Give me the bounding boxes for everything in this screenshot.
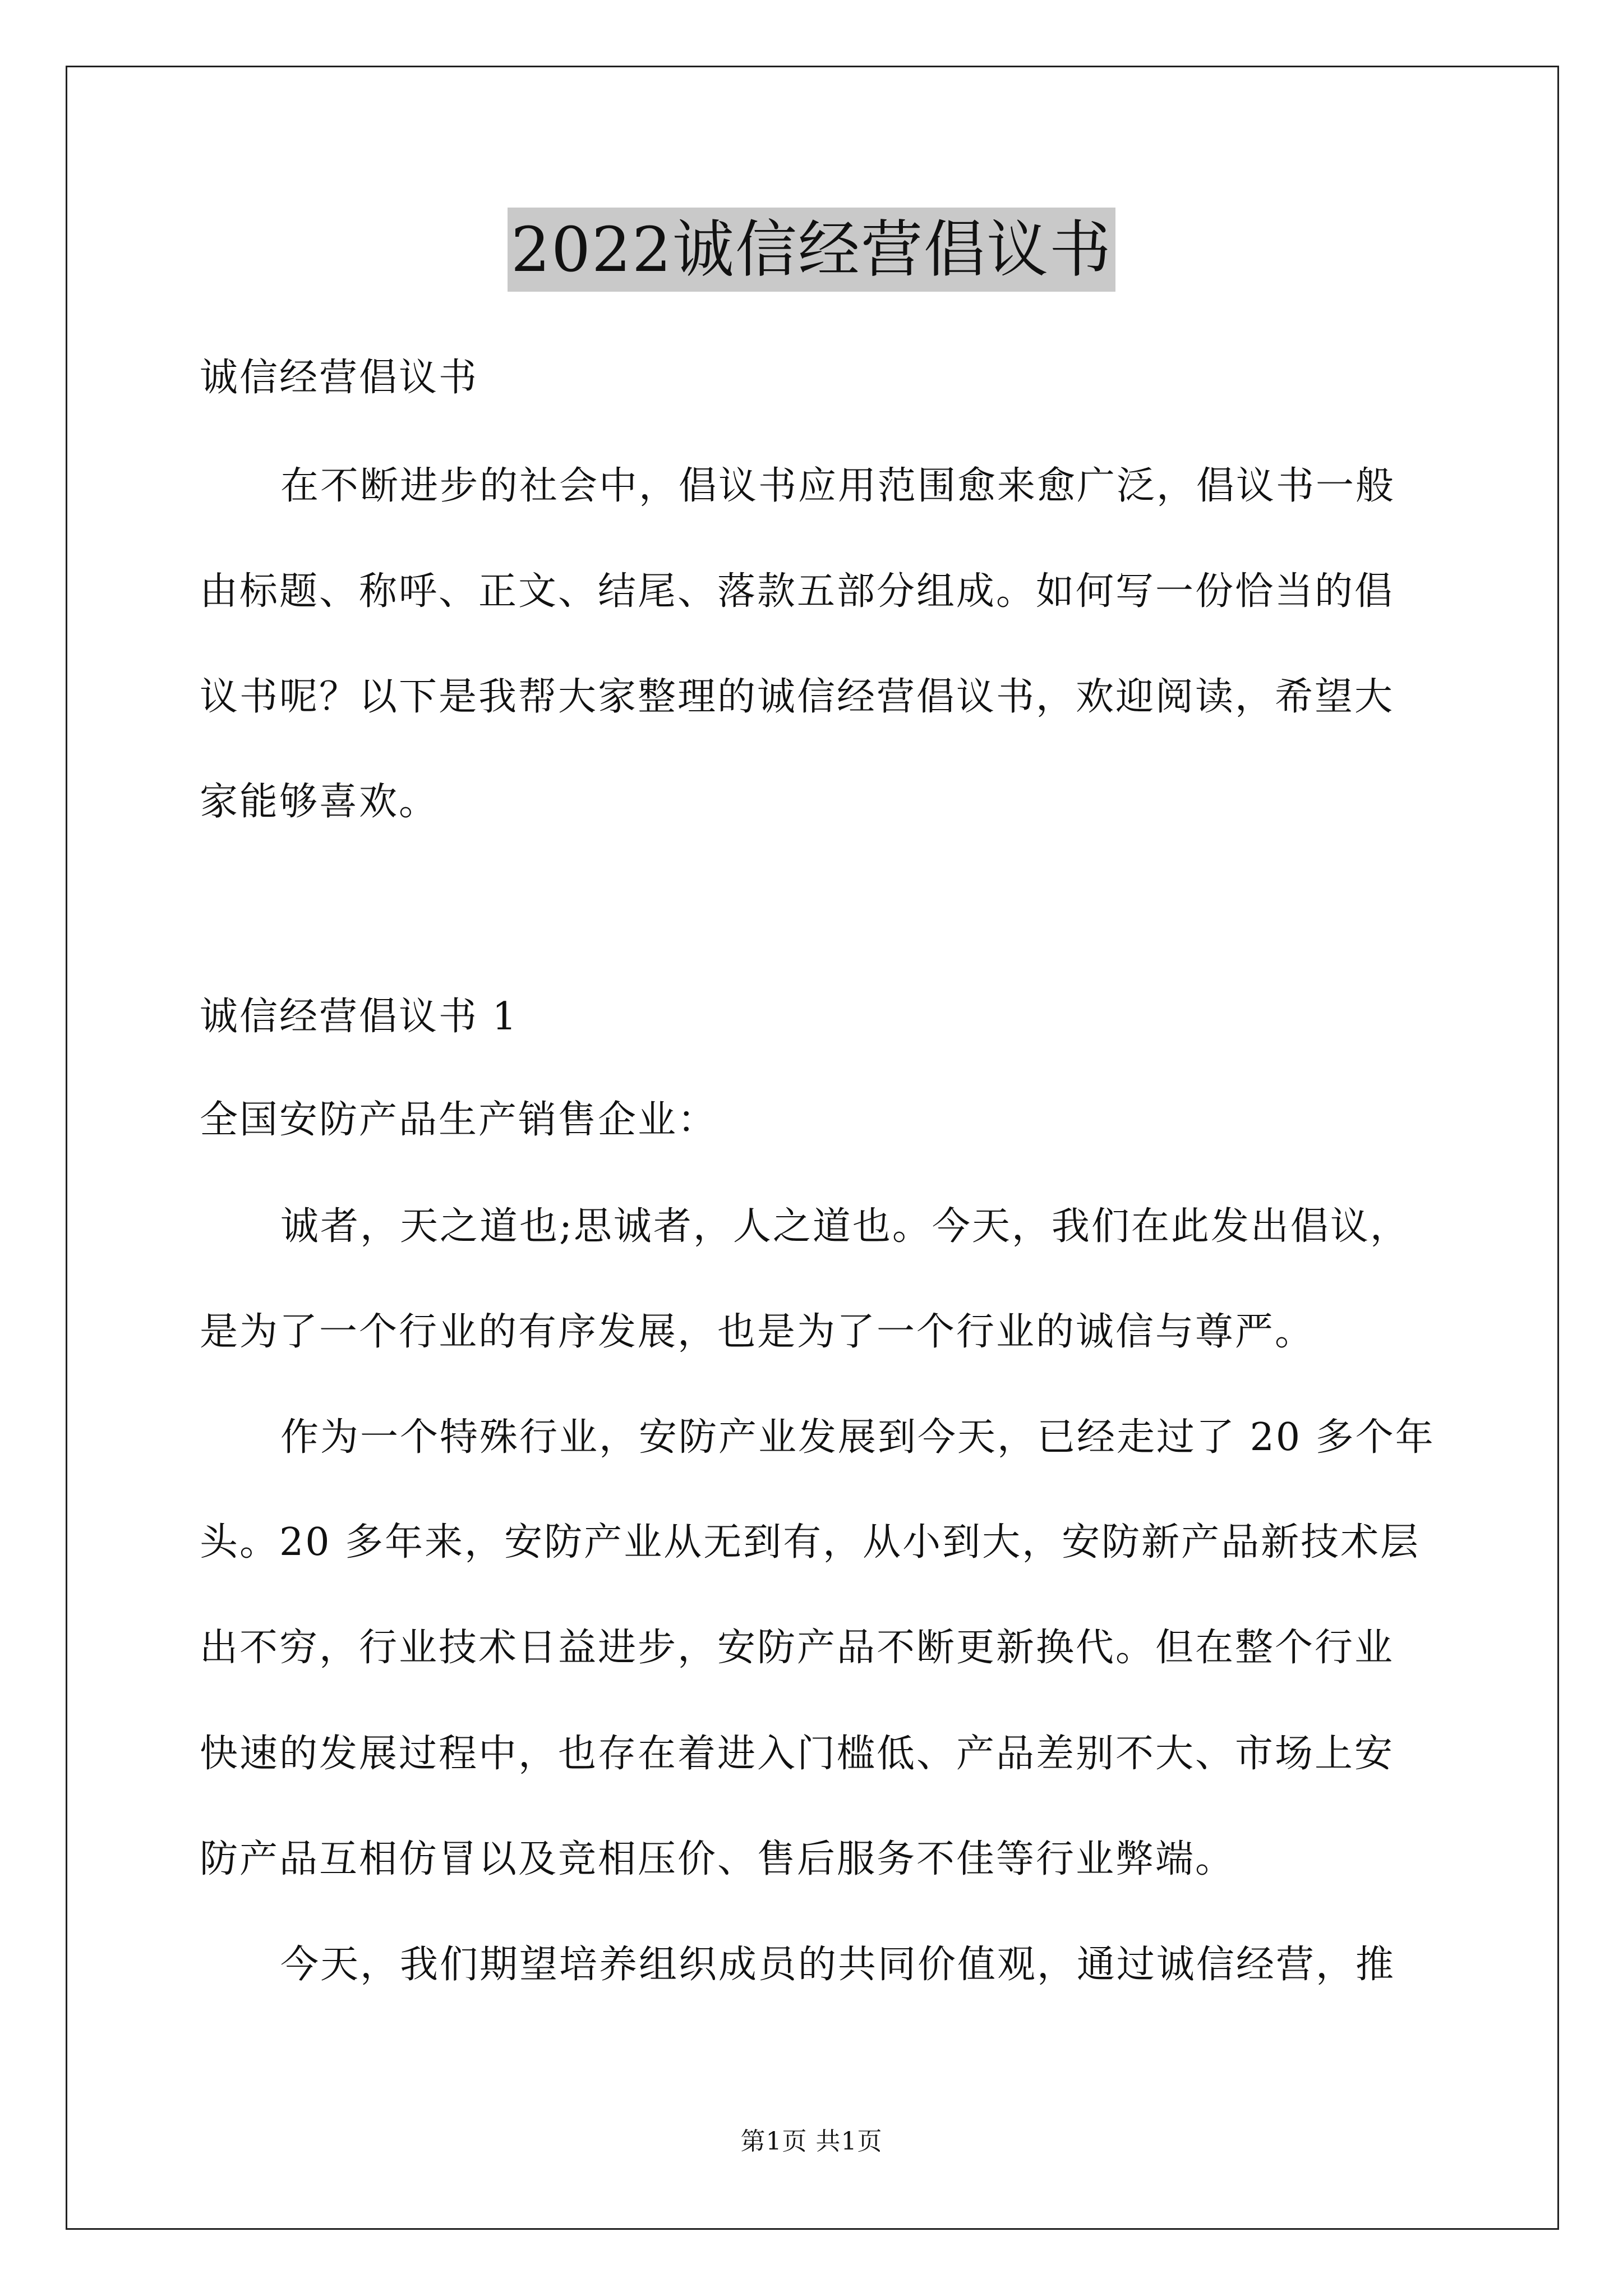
paragraph-line: 家能够喜欢。 <box>200 780 439 824</box>
paragraph-line: 诚者，天之道也;思诚者，人之道也。今天，我们在此发出倡议， <box>280 1204 1410 1249</box>
section-heading: 诚信经营倡议书 <box>200 356 479 400</box>
paragraph-line: 出不穷，行业技术日益进步，安防产品不断更新换代。但在整个行业 <box>200 1626 1395 1670</box>
page-footer: 第1页 共1页 <box>740 2127 883 2156</box>
paragraph-line: 由标题、称呼、正文、结尾、落款五部分组成。如何写一份恰当的倡 <box>200 569 1395 614</box>
document-title: 2022诚信经营倡议书 <box>508 208 1115 292</box>
paragraph-line: 今天，我们期望培养组织成员的共同价值观，通过诚信经营，推 <box>280 1943 1396 1987</box>
paragraph-line: 作为一个特殊行业，安防产业发展到今天，已经走过了 20 多个年 <box>280 1415 1435 1460</box>
paragraph-line: 在不断进步的社会中，倡议书应用范围愈来愈广泛，倡议书一般 <box>280 464 1396 508</box>
salutation: 全国安防产品生产销售企业： <box>200 1098 718 1142</box>
paragraph-line: 是为了一个行业的有序发展，也是为了一个行业的诚信与尊严。 <box>200 1310 1315 1354</box>
paragraph-line: 议书呢？以下是我帮大家整理的诚信经营倡议书，欢迎阅读，希望大 <box>200 675 1395 719</box>
section-heading: 诚信经营倡议书 1 <box>200 995 518 1039</box>
paragraph-line: 头。20 多年来，安防产业从无到有，从小到大，安防新产品新技术层 <box>200 1520 1421 1565</box>
title-container <box>0 208 1623 292</box>
paragraph-line: 快速的发展过程中，也存在着进入门槛低、产品差别不大、市场上安 <box>200 1732 1395 1776</box>
paragraph-line: 防产品互相仿冒以及竞相压价、售后服务不佳等行业弊端。 <box>200 1837 1235 1881</box>
